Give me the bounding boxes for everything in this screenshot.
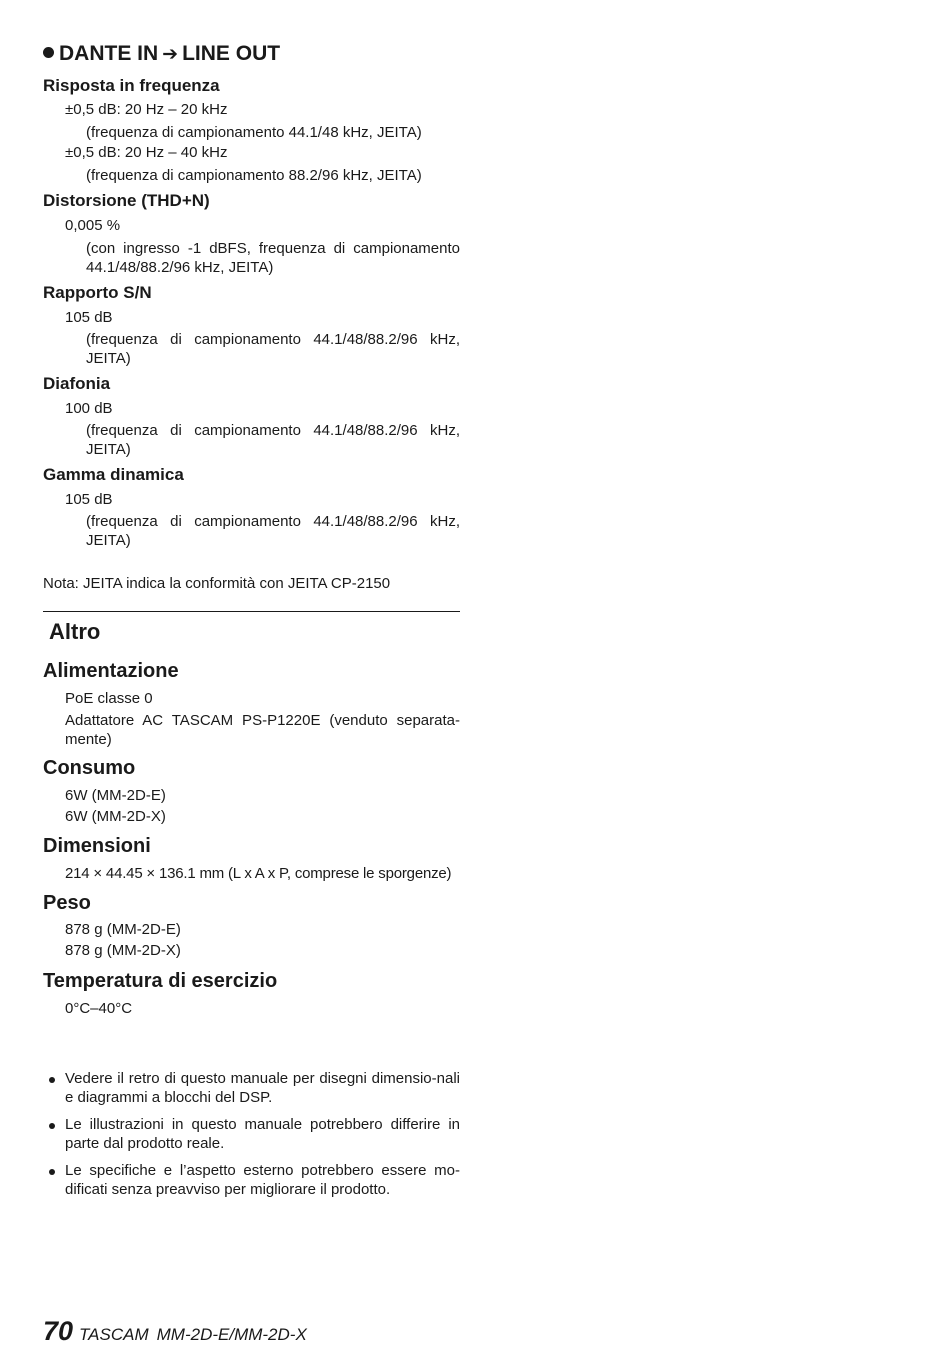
other-section-title: Altro [49,619,101,644]
crosstalk-note: (frequenza di campionamento 44.1/48/88.2/96 kHz, JEITA) [86,422,460,458]
freq-response-value-1: ±0,5 dB: 20 Hz – 20 kHz [65,101,228,118]
bullet-icon [49,1123,55,1129]
consumption-title: Consumo [43,757,136,779]
list-item [43,1069,460,1107]
list-item-text: Le specifiche e l’aspetto esterno potrebbero essere mo-dificati senza preavviso per migliorare il prodotto. [65,1162,460,1198]
brand-name: TASCAM [79,1325,149,1344]
list-item-text: Vedere il retro di questo manuale per disegni dimensio-nali e diagrammi a blocchi del DSP. [65,1070,460,1106]
dynamic-range-note: (frequenza di campionamento 44.1/48/88.2/96 kHz, JEITA) [86,513,460,549]
list-item [43,1161,460,1199]
crosstalk-title: Diafonia [43,374,111,393]
weight-title: Peso [43,892,91,914]
power-value-2: Adattatore AC TASCAM PS-P1220E (venduto separata-mente) [65,712,460,748]
snr-note: (frequenza di campionamento 44.1/48/88.2/96 kHz, JEITA) [86,331,460,367]
freq-response-note-2: (frequenza di campionamento 88.2/96 kHz, JEITA) [86,167,422,184]
page-footer [43,1316,307,1347]
section-divider [43,611,460,612]
weight-value-1: 878 g (MM-2D-E) [65,921,181,938]
temperature-title: Temperatura di esercizio [43,970,278,992]
consumption-value-2: 6W (MM-2D-X) [65,808,166,825]
power-title: Alimentazione [43,660,179,682]
dimensions-title: Dimensioni [43,835,151,857]
distortion-note: (con ingresso -1 dBFS, frequenza di campionamento 44.1/48/88.2/96 kHz, JEITA) [86,240,460,276]
model-name: MM-2D-E/MM-2D-X [156,1325,307,1344]
section-title-left: DANTE IN [59,42,159,65]
notes-list [43,1069,460,1207]
weight-value-2: 878 g (MM-2D-X) [65,942,181,959]
snr-title: Rapporto S/N [43,283,152,302]
freq-response-note-1: (frequenza di campionamento 44.1/48 kHz, JEITA) [86,124,422,141]
snr-value: 105 dB [65,309,113,326]
section-title-right: LINE OUT [182,42,281,65]
jeita-note: Nota: JEITA indica la conformità con JEITA CP-2150 [43,575,391,592]
section-title [43,42,280,66]
list-item-text: Le illustrazioni in questo manuale potrebbero differire in parte dal prodotto reale. [65,1116,460,1152]
list-item [43,1115,460,1153]
bullet-icon [49,1077,55,1083]
distortion-title: Distorsione (THD+N) [43,191,210,210]
consumption-value-1: 6W (MM-2D-E) [65,787,166,804]
freq-response-value-2: ±0,5 dB: 20 Hz – 40 kHz [65,144,228,161]
dynamic-range-value: 105 dB [65,491,113,508]
dimensions-value: 214 × 44.45 × 136.1 mm (L x A x P, comprese le sporgenze) [65,865,452,882]
page-number: 70 [43,1316,74,1346]
crosstalk-value: 100 dB [65,400,113,417]
dynamic-range-title: Gamma dinamica [43,465,184,484]
freq-response-title: Risposta in frequenza [43,76,220,95]
temperature-value: 0°C–40°C [65,1000,133,1017]
bullet-dot-icon [43,47,54,58]
distortion-value: 0,005 % [65,217,121,234]
bullet-icon [49,1169,55,1175]
power-value-1: PoE classe 0 [65,690,153,707]
right-arrow-icon: ➔ [162,44,179,65]
